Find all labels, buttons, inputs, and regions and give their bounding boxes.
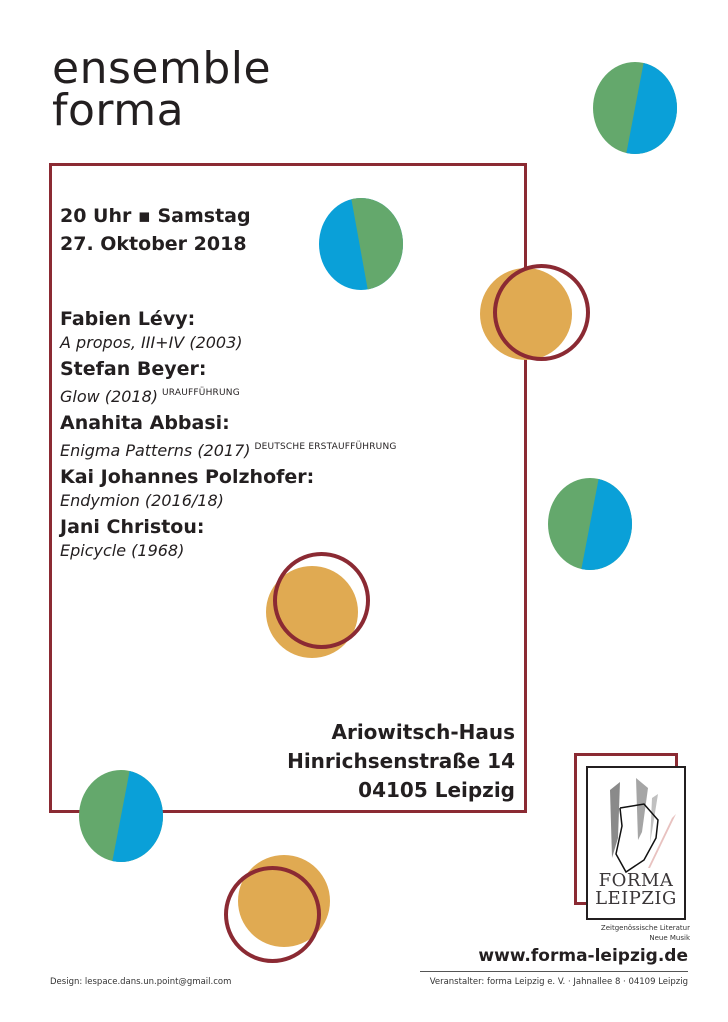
program-item [60, 306, 500, 354]
work-title [60, 332, 500, 354]
forma-leipzig-logo [586, 766, 686, 920]
tagline-music: Neue Musik [649, 934, 690, 942]
composer-name: Jani Christou: [60, 516, 205, 538]
work-title [60, 382, 500, 408]
event-datetime [60, 202, 251, 258]
organizer-info: Veranstalter: forma Leipzig e. V. · Jahnallee 8 · 04109 Leipzig [429, 977, 688, 987]
program-item [60, 410, 500, 462]
event-date: 27. Oktober 2018 [60, 233, 247, 255]
blue-green-circle-icon [318, 197, 404, 291]
red-ring-icon [493, 264, 590, 361]
composer-name: Kai Johannes Polzhofer: [60, 466, 315, 488]
website-link[interactable]: www.forma-leipzig.de [478, 946, 688, 966]
tagline-literature: Zeitgenössische Literatur [600, 924, 690, 932]
work-title [60, 540, 500, 562]
tagline [601, 923, 690, 943]
work-title-text: Glow (2018) [60, 387, 159, 406]
program-list [60, 306, 500, 564]
program-item [60, 464, 500, 512]
green-blue-circle-icon [78, 769, 164, 863]
abstract-shard-icon [588, 768, 684, 878]
program-item [60, 356, 500, 408]
red-ring-icon [273, 552, 370, 649]
venue-street: Hinrichsenstraße 14 [287, 749, 515, 773]
design-credit: Design: lespace.dans.un.point@gmail.com [50, 977, 232, 987]
venue-city: 04105 Leipzig [358, 778, 515, 802]
composer-name: Anahita Abbasi: [60, 412, 230, 434]
title-line-ensemble: ensemble [52, 43, 272, 94]
work-title-text: Epicycle (1968) [60, 541, 185, 560]
work-title [60, 490, 500, 512]
title-line-forma: forma [52, 85, 185, 136]
work-title-text: Enigma Patterns (2017) [60, 441, 251, 460]
work-title-text: A propos, III+IV (2003) [60, 333, 243, 352]
red-ring-icon [224, 866, 321, 963]
venue-address [287, 718, 515, 805]
footer-divider [420, 971, 688, 972]
composer-name: Fabien Lévy: [60, 308, 196, 330]
green-blue-circle-icon [592, 61, 678, 155]
program-item [60, 514, 500, 562]
work-title [60, 436, 500, 462]
event-time-day: 20 Uhr ▪ Samstag [60, 205, 251, 227]
venue-name: Ariowitsch-Haus [331, 720, 515, 744]
logo-leipzig: LEIPZIG [595, 888, 677, 909]
poster-title [52, 43, 272, 136]
premiere-note: URAUFFÜHRUNG [162, 388, 240, 398]
premiere-note: DEUTSCHE ERSTAUFFÜHRUNG [254, 442, 397, 452]
composer-name: Stefan Beyer: [60, 358, 207, 380]
work-title-text: Endymion (2016/18) [60, 491, 224, 510]
green-blue-circle-icon [547, 477, 633, 571]
logo-forma: FORMA [598, 870, 674, 891]
